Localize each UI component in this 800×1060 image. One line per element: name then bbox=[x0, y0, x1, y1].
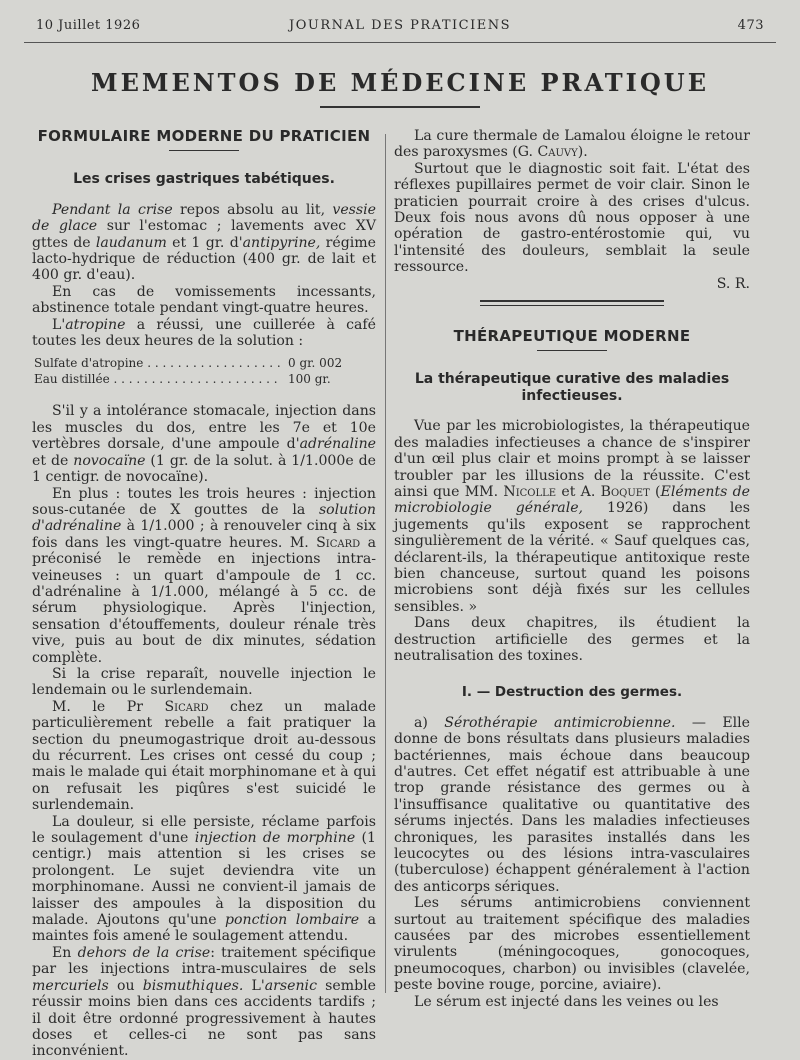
section-separator bbox=[480, 300, 664, 306]
text-run: Vue par les microbiologistes, la thérapeutique des maladies infectieuses a chance de s'inspirer d'un œil plus clair et moins prompt à se laisser troubler par les illusions de la réussite. C'est ainsi que MM. bbox=[394, 418, 750, 500]
subsection-heading: I. — Destruction des germes. bbox=[461, 684, 683, 701]
ingredient-name: Eau distillée . . . bbox=[34, 371, 280, 387]
italic-run: novocaïne bbox=[73, 452, 146, 469]
italic-run: adrénaline bbox=[299, 436, 376, 453]
text-run: — Elle donne de bons résultats dans plusieurs maladies bactériennes, mais échoue dans beaucoup d'autres. Cet effet négatif est attribuable à une trop grande résistance des germes ou à l'insuffisance qualitative ou quantitative des sérums injectés. Dans les maladies infectieuses chroniques, les parasites installés dans les leucocytes ou des lésions intra-vasculaires (tuberculose) échappent généralement à l'action des anticorps sériques. bbox=[394, 714, 750, 895]
text-run: régime lacto-hydrique de réduction (400 gr. de lait et 400 gr. d'eau). bbox=[32, 234, 376, 284]
main-title-rule bbox=[320, 106, 480, 108]
formula-row bbox=[34, 355, 376, 371]
author-signature: S. R. bbox=[716, 275, 750, 292]
text-run: L' bbox=[52, 316, 66, 333]
issue-date: 10 Juillet 1926 bbox=[36, 18, 141, 33]
text-run: repos absolu au lit, bbox=[172, 201, 333, 218]
italic-run: solution d'adrénaline bbox=[32, 501, 376, 535]
paragraph bbox=[32, 814, 376, 945]
ingredient-name: Sulfate d'atropine . . . bbox=[34, 355, 280, 371]
text-run: et 1 gr. d' bbox=[166, 234, 243, 251]
text-run: et de bbox=[32, 452, 74, 469]
text-run: a préconisé le remède en injections intra-veineuses : un quart d'ampoule de 1 cc. d'adrénaline à 1/1.000, mélangé à 5 cc. de sérum physiologique. Après l'injection, sensation d'étouffements, douleur rénale très vive, puis au bout de dix minutes, sédation complète. bbox=[32, 534, 376, 666]
running-head bbox=[36, 18, 764, 38]
text-run: semble réussir moins bien dans ces accidents tardifs ; il doit être ordonné progressivement à hautes doses et celles-ci ne sont pas sans inconvénient. bbox=[32, 977, 376, 1060]
section-rule bbox=[169, 150, 239, 151]
formula-row bbox=[34, 371, 376, 387]
name-run: Nicolle bbox=[503, 483, 557, 500]
paragraph bbox=[32, 699, 376, 814]
text-run: à 1/1.000 ; à renouveler cinq à six fois dans les vingt-quatre heures. M. bbox=[32, 518, 376, 551]
name-run: Boquet bbox=[600, 483, 650, 500]
ingredient-dose: 100 gr. bbox=[280, 371, 376, 387]
italic-run: dehors de la crise bbox=[77, 944, 211, 961]
paragraph: Si la crise reparaît, nouvelle injection le lendemain ou le surlendemain. bbox=[32, 665, 376, 699]
name-run: Sicard bbox=[164, 698, 209, 715]
italic-run: Eléments de microbiologie générale, bbox=[394, 483, 750, 517]
text-run: La douleur, si elle persiste, réclame parfois le soulagement d'une bbox=[32, 813, 376, 847]
article-title-crises: Les crises gastriques tabétiques. bbox=[73, 171, 335, 188]
article-title-therapeutique: La thérapeutique curative des maladies infectieuses. bbox=[414, 371, 730, 404]
italic-run: atropine bbox=[65, 316, 126, 333]
italic-run: laudanum bbox=[95, 234, 167, 251]
paragraph: Les sérums antimicrobiens conviennent surtout au traitement spécifique des maladies causées par des microbes essentiellement virulents (méningocoques, gonocoques, pneumocoques, charbon) ou invisibles (clavelée, peste bovine rouge, porcine, aviaire). bbox=[394, 895, 750, 994]
journal-name: JOURNAL DES PRATICIENS bbox=[289, 18, 511, 33]
text-run: En bbox=[52, 944, 78, 961]
italic-run: mercuriels bbox=[32, 977, 109, 994]
text-run: a maintes fois amené le soulagement attendu. bbox=[32, 912, 377, 945]
text-run: ou bbox=[108, 977, 143, 994]
ingredient-dose: 0 gr. 002 bbox=[280, 355, 376, 371]
text-run: En plus : toutes les trois heures : injection sous-cutanée de X gouttes de la bbox=[32, 485, 376, 518]
section-rule bbox=[537, 350, 607, 351]
main-title: MEMENTOS DE MÉDECINE PRATIQUE bbox=[91, 68, 709, 97]
paragraph bbox=[32, 945, 376, 1060]
italic-run: Pendant la crise bbox=[52, 201, 173, 218]
text-run: S'il y a intolérance stomacale, injection dans les muscles du dos, entre les 7e et 10e vertèbres dorsale, d'une ampoule d' bbox=[32, 403, 376, 453]
section-title-formulaire: FORMULAIRE MODERNE DU PRATICIEN bbox=[37, 127, 371, 145]
right-column bbox=[394, 128, 750, 1010]
text-run: et A. bbox=[556, 483, 601, 500]
text-run: ). bbox=[577, 144, 588, 161]
name-run: Cauvy bbox=[537, 144, 578, 161]
italic-run: vessie de glace bbox=[32, 201, 376, 235]
paragraph: En cas de vomissements incessants, abstinence totale pendant vingt-quatre heures. bbox=[32, 283, 376, 317]
paragraph bbox=[394, 128, 750, 161]
italic-run: ponction lombaire bbox=[225, 912, 360, 929]
text-run: a) bbox=[414, 714, 445, 731]
formula bbox=[32, 355, 376, 387]
column-divider bbox=[385, 134, 386, 993]
paragraph bbox=[32, 403, 376, 485]
text-run: (1 gr. de la solut. à 1/1.000e de 1 centigr. de novocaïne). bbox=[32, 452, 377, 486]
italic-run: Sérothérapie antimicrobienne. bbox=[444, 714, 676, 731]
text-run: (1 centigr.) mais attention si les crises se prolongent. Le sujet deviendra vite un morphinomane. Aussi ne convient-il jamais de laisser des ampoules à la disposition du malade. Ajoutons qu'une bbox=[32, 830, 376, 929]
paragraph: Le sérum est injecté dans les veines ou les bbox=[414, 993, 719, 1010]
section-title-therapeutique: THÉRAPEUTIQUE MODERNE bbox=[453, 327, 691, 346]
page-number: 473 bbox=[737, 18, 764, 33]
text-run: chez un malade particulièrement rebelle a fait pratiquer la section du pneumogastrique droit au-dessous du récurrent. Les crises ont cessé du coup ; mais le malade qui était morphinomane et à qui on refusait les piqûres s'est suicidé le surlendemain. bbox=[32, 698, 377, 814]
left-column bbox=[32, 128, 376, 1060]
italic-run: antipyrine, bbox=[242, 234, 321, 251]
text-run: M. le Pr bbox=[52, 698, 165, 715]
text-run: 1926) dans les jugements qu'ils exposent se rapprochent singulièrement de la vérité. « Sauf quelques cas, déclarent-ils, la thérapeutique antitoxique reste bien chanceuse, surtout quand les poisons microbiens sont déjà fixés sur les cellules sensibles. » bbox=[394, 500, 751, 615]
italic-run: arsenic bbox=[264, 977, 317, 994]
italic-run: bismuthiques. bbox=[142, 977, 244, 994]
header-rule bbox=[24, 42, 776, 43]
text-run: a réussi, une cuillerée à café toutes les deux heures de la solution : bbox=[32, 316, 376, 350]
italic-run: injection de morphine bbox=[194, 830, 356, 847]
text-run: sur l'estomac ; lavements avec XV gttes de bbox=[32, 218, 376, 251]
name-run: Sicard bbox=[316, 534, 361, 551]
text-run: ( bbox=[649, 483, 661, 500]
paragraph: Surtout que le diagnostic soit fait. L'état des réflexes pupillaires permet de voir clair. Sinon le praticien pourrait croire à des crises d'ulcus. Deux fois nous avons dû nous opposer à une opération de gastro-entérostomie qui, vu l'intensité des douleurs, semblait la seule ressource. bbox=[394, 160, 750, 276]
paragraph bbox=[32, 202, 376, 284]
text-run: La cure thermale de Lamalou éloigne le retour des paroxysmes (G. bbox=[394, 128, 750, 161]
paragraph bbox=[32, 486, 376, 666]
text-run: L' bbox=[243, 977, 265, 994]
paragraph bbox=[394, 418, 750, 615]
paragraph: Dans deux chapitres, ils étudient la destruction artificielle des germes et la neutralisation des toxines. bbox=[394, 615, 750, 664]
paragraph bbox=[394, 715, 750, 895]
text-run: : traitement spécifique par les injections intra-musculaires de sels bbox=[32, 944, 376, 978]
paragraph bbox=[32, 317, 376, 350]
